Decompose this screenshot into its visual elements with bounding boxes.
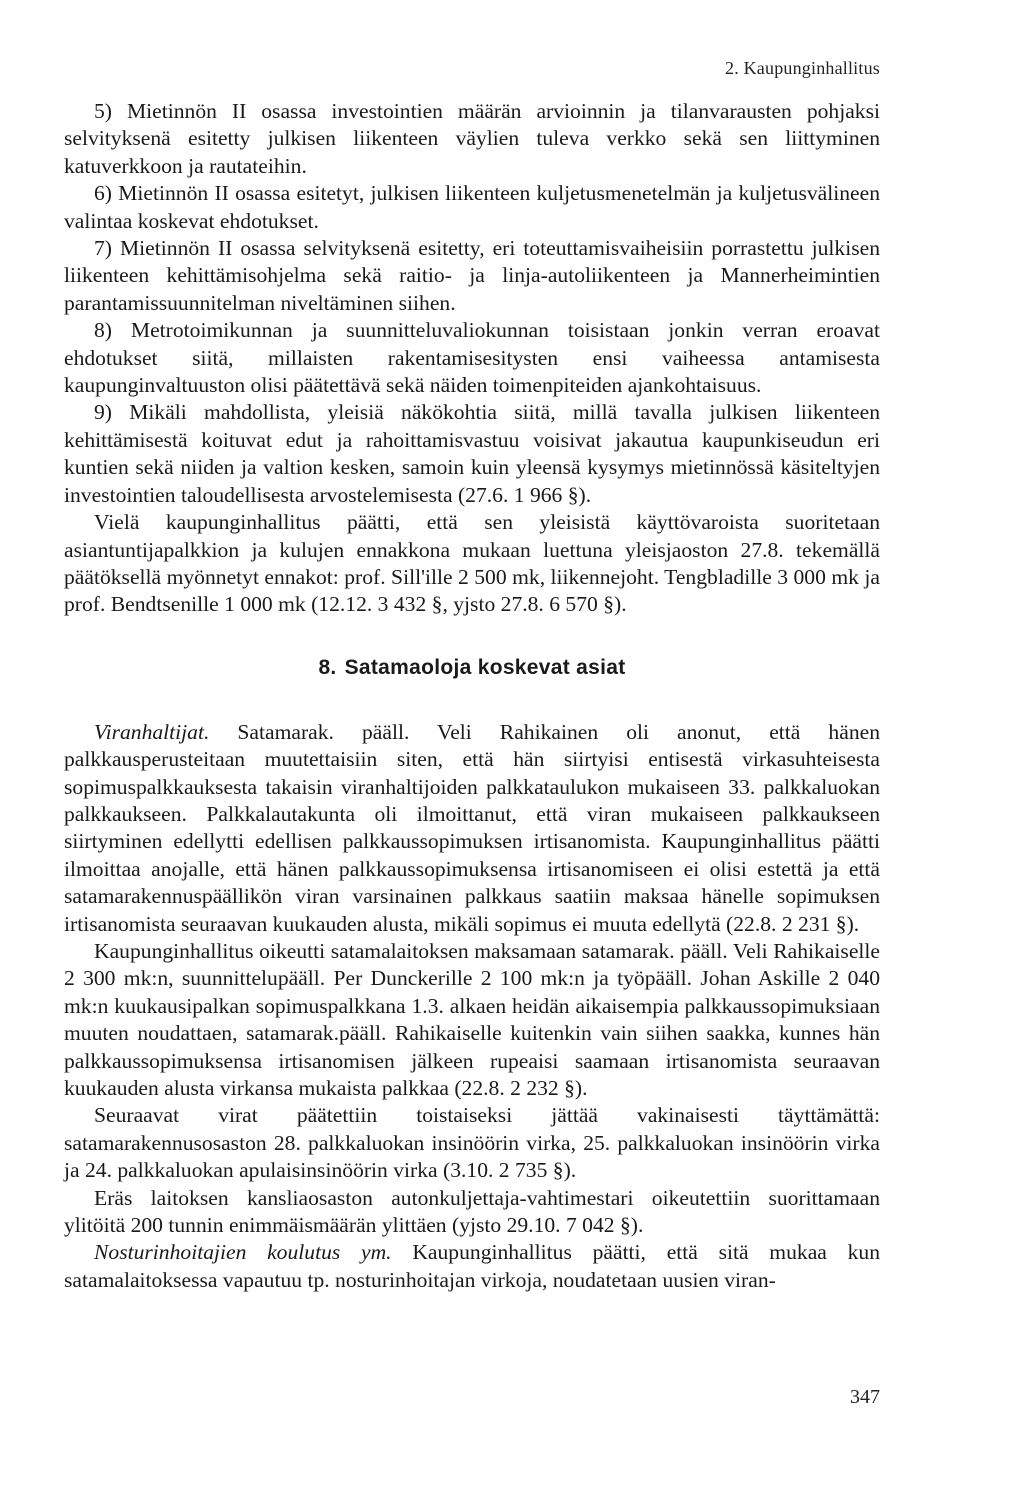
paragraph-body: Satamarak. pääll. Veli Rahikainen oli anonut, että hänen palkkausperusteitaan muutettaisiin siten, että hän siirtyisi entisestä virkasuhteisesta sopimuspalkkauksesta takaisin viranhaltijoiden palkkataulukon mukaiseen 33. palkkaluokan palkkaukseen. Palkkalautakunta oli ilmoittanut, että viran mukaiseen palkkaukseen siirtyminen edellytti edellisen palkkaussopimuksen irtisanomista. Kaupunginhallitus päätti ilmoittaa anojalle, että hänen palkkaussopimuksensa irtisanomiseen ei olisi estettä ja että satamarakennuspäällikön viran varsinainen palkkaus saatiin maksaa hänelle sopimuksen irtisanomista seuraavan kuukauden alusta, mikäli sopimus ei muuta edellytä (22.8. 2 231 §). [64,719,880,936]
paragraph-body: Kaupunginhallitus päätti, että sitä mukaa kun satamalaitoksessa vapautuu tp. nosturinhoitajan virkoja, noudatetaan uusien viran- [64,1240,880,1292]
paragraph-fees: Vielä kaupunginhallitus päätti, että sen yleisistä käyttövaroista suoritetaan asiantuntijapalkkion ja kulujen ennakkona mukaan luettuna yleisjaoston 27.8. tekemällä päätöksellä myönnetyt ennakot: prof. Sill'ille 2 500 mk, liikennejoht. Tengbladille 3 000 mk ja prof. Bendtsenille 1 000 mk (12.12. 3 432 §, yjsto 27.8. 6 570 §). [64,510,880,617]
paragraph-viranhaltijat [64,719,880,938]
paragraph-salaries: Kaupunginhallitus oikeutti satamalaitoksen maksamaan satamarak. pääll. Veli Rahikaiselle 2 300 mk:n, suunnittelupääll. Per Dunckerille 2 100 mk:n ja työpääll. Johan Askille 2 040 mk:n kuukausipalkan sopimuspalkkana 1.3. alkaen heidän aikaisempia palkkaussopimuksiaan muuten noudattaen, satamarak.pääll. Rahikaiselle kuitenkin vain siihen saakka, kunnes hän palkkaussopimuksensa irtisanomisen jälkeen rupeaisi saamaan irtisanomista seuraavan kuukauden alusta virkansa mukaista palkkaa (22.8. 2 232 §). [64,938,880,1100]
section-heading [64,655,880,681]
paragraph-item-9: 9) Mikäli mahdollista, yleisiä näkökohtia siitä, millä tavalla julkisen liikenteen kehittämisestä koituvat edut ja rahoittamisvastuu voisivat jakautua kaupunkiseudun eri kuntien sekä niiden ja valtion kesken, samoin kuin yleensä kysymys mietinnössä käsiteltyjen investointien taloudellisesta arvostelemisesta (27.6. 1 966 §). [64,400,880,507]
paragraph-vacancies: Seuraavat virat päätettiin toistaiseksi jättää vakinaisesti täyttämättä: satamarakennusosaston 28. palkkaluokan insinöörin virka, 25. palkkaluokan insinöörin virka ja 24. palkkaluokan apulaisinsinöörin virka (3.10. 2 735 §). [64,1103,880,1183]
page-number: 347 [850,1386,880,1408]
paragraph-item-8: 8) Metrotoimikunnan ja suunnitteluvaliokunnan toisistaan jonkin verran eroavat ehdotukset siitä, millaisten rakentamisesitysten ensi vaiheessa antamisesta kaupunginvaltuuston olisi päätettävä sekä näiden toimenpiteiden ajankohtaisuus. [64,318,880,398]
section-title: Satamaoloja koskevat asiat [344,655,626,679]
paragraph-overtime: Eräs laitoksen kansliaosaston autonkuljettaja-vahtimestari oikeutettiin suorittamaan ylitöitä 200 tunnin enimmäismäärän ylittäen (yjsto 29.10. 7 042 §). [64,1185,880,1238]
document-page [64,0,880,1485]
paragraph-item-6: 6) Mietinnön II osassa esitetyt, julkisen liikenteen kuljetusmenetelmän ja kuljetusvälineen valintaa koskevat ehdotukset. [64,181,880,233]
paragraph-nosturi [64,1239,880,1294]
paragraph-item-5: 5) Mietinnön II osassa investointien määrän arvioinnin ja tilanvarausten pohjaksi selvityksenä esitetty julkisen liikenteen väylien tuleva verkko sekä sen liittyminen katuverkkoon ja rautateihin. [64,99,880,178]
section-number: 8. [318,655,337,679]
body-text [64,98,880,1294]
running-header: 2. Kaupunginhallitus [725,58,880,78]
paragraph-item-7: 7) Mietinnön II osassa selvityksenä esitetty, eri toteuttamisvaiheisiin porrastettu julkisen liikenteen kehittämisohjelma sekä raitio- ja linja-autoliikenteen ja Mannerheimintien parantamissuunnitelman niveltäminen siihen. [64,236,880,315]
paragraph-lead: Nosturinhoitajien koulutus ym. [94,1240,392,1265]
paragraph-lead: Viranhaltijat. [94,719,210,744]
